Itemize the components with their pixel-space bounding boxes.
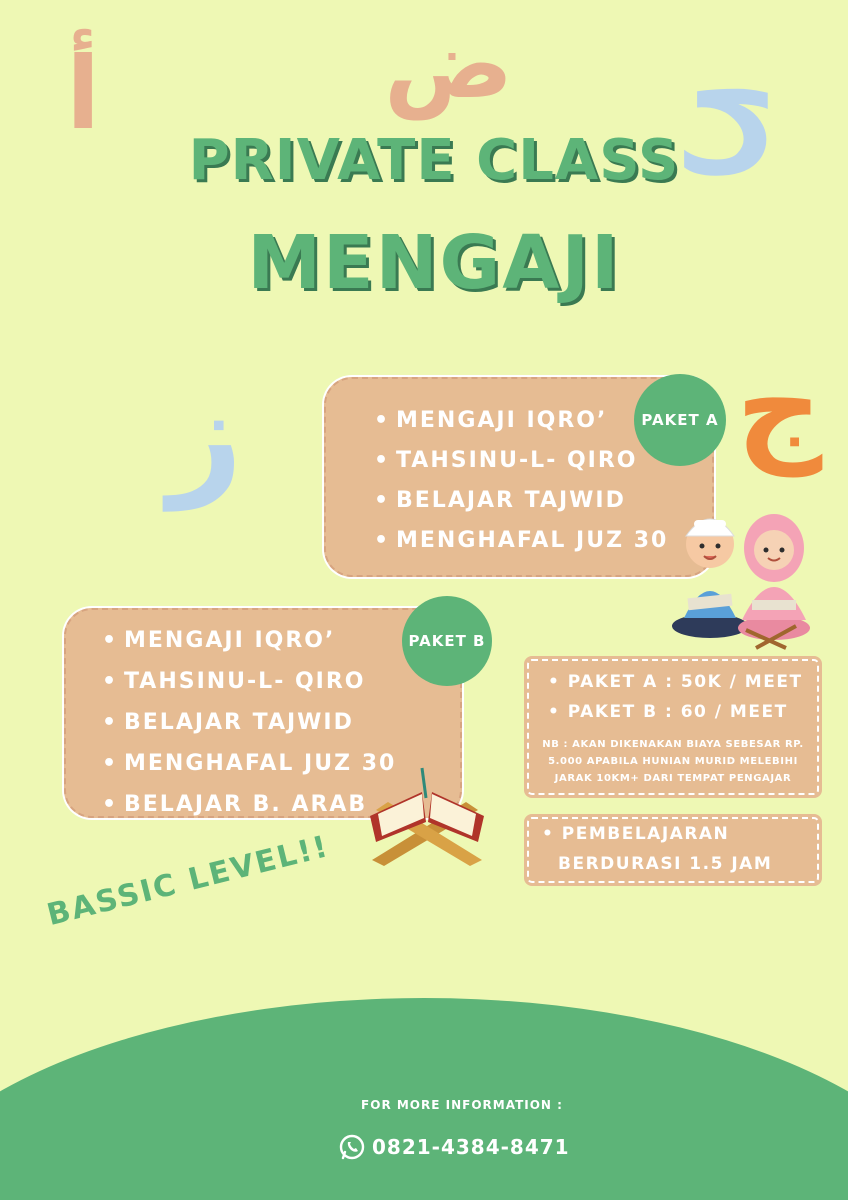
- quran-stand-illustration: [362, 762, 492, 866]
- pricing-line-a: • PAKET A : 50K / MEET: [548, 672, 803, 692]
- kids-reading-quran-illustration: [666, 500, 816, 652]
- package-b-item: • BELAJAR B. ARAB: [102, 784, 396, 825]
- package-a-item: • TAHSINU-L- QIRO: [374, 441, 668, 481]
- package-b-list: [102, 620, 396, 825]
- decor-letter-zay: ز: [168, 359, 243, 511]
- package-b-item: • BELAJAR TAJWID: [102, 702, 396, 743]
- title-private-class: PRIVATE CLASS: [188, 128, 680, 193]
- duration-card: [524, 814, 822, 886]
- whatsapp-icon: [338, 1133, 366, 1161]
- package-b-item: • TAHSINU-L- QIRO: [102, 661, 396, 702]
- duration-line-1: • PEMBELAJARAN: [542, 824, 730, 844]
- package-a-item: • BELAJAR TAJWID: [374, 481, 668, 521]
- package-b-item: • MENGHAFAL JUZ 30: [102, 743, 396, 784]
- package-b-item: • MENGAJI IQRO’: [102, 620, 396, 661]
- package-b-badge: PAKET B: [402, 596, 492, 686]
- package-a-badge: PAKET A: [634, 374, 726, 466]
- footer-contact: [338, 1132, 570, 1162]
- pricing-card: [524, 656, 822, 798]
- decor-letter-alif: أ: [66, 35, 101, 152]
- decor-letter-ha: ح: [684, 23, 778, 175]
- decor-letter-jim: ج: [736, 338, 823, 477]
- duration-line-2: BERDURASI 1.5 JAM: [558, 854, 773, 874]
- package-a-item: • MENGAJI IQRO’: [374, 401, 668, 441]
- level-label: BASSIC LEVEL!!: [43, 829, 333, 933]
- package-a-item: • MENGHAFAL JUZ 30: [374, 521, 668, 561]
- title-mengaji: MENGAJI: [247, 220, 621, 306]
- decor-letter-dad: ض: [384, 8, 514, 120]
- pricing-note: NB : AKAN DIKENAKAN BIAYA SEBESAR RP. 5.000 APABILA HUNIAN MURID MELEBIHI JARAK 10KM+ DARI TEMPAT PENGAJAR: [542, 739, 804, 784]
- phone-number[interactable]: 0821-4384-8471: [372, 1135, 570, 1159]
- footer-info-label: FOR MORE INFORMATION :: [361, 1098, 563, 1112]
- pricing-line-b: • PAKET B : 60 / MEET: [548, 702, 788, 722]
- package-a-list: [374, 401, 668, 561]
